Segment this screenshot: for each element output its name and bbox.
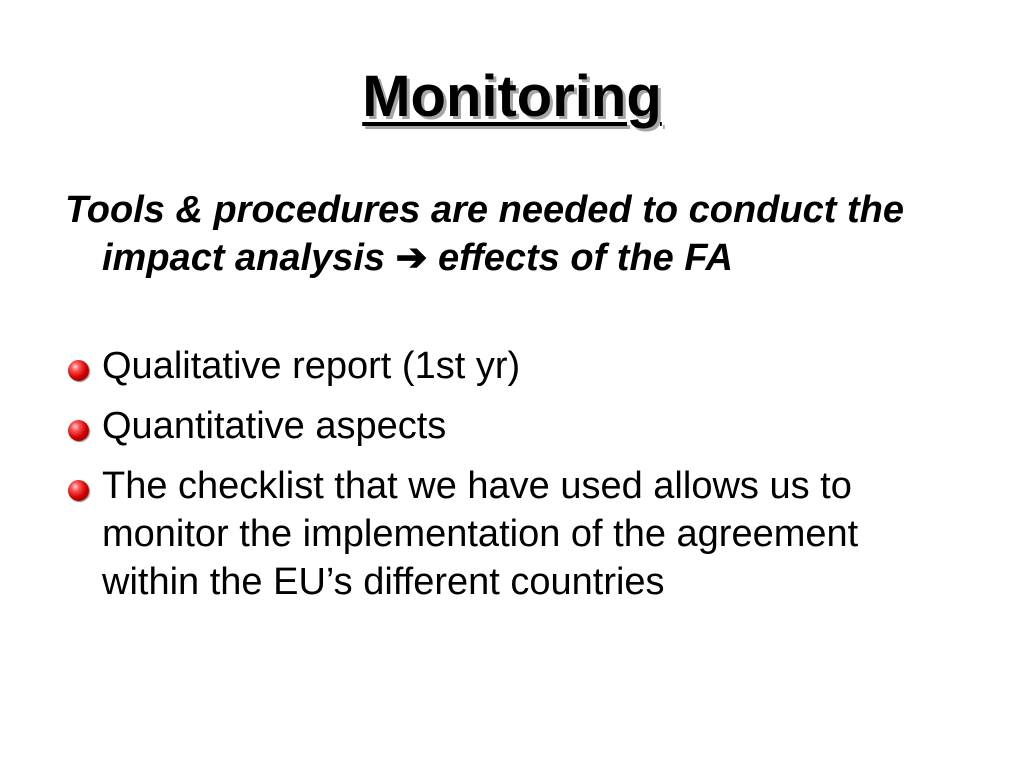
- list-item: [65, 462, 965, 606]
- lead-paragraph: [65, 186, 1002, 282]
- bullet-label: The checklist that we have used allows us to monitor the implementation of the agreement within the EU’s different countries: [102, 465, 859, 603]
- red-sphere-bullet-icon: [68, 480, 89, 501]
- red-sphere-bullet-icon: [68, 420, 89, 441]
- list-item: [65, 342, 965, 390]
- list-item: [65, 402, 965, 450]
- slide-title: Monitoring: [362, 64, 662, 129]
- bullet-label: Qualitative report (1st yr): [102, 345, 521, 387]
- bullet-label: Quantitative aspects: [102, 405, 447, 447]
- bullet-list: [65, 342, 965, 618]
- right-arrow-icon: ➔: [395, 237, 428, 279]
- lead-text-before: Tools & procedures are needed to conduct the impact analysis: [65, 189, 904, 279]
- lead-text-after: effects of the FA: [427, 237, 733, 279]
- red-sphere-bullet-icon: [68, 360, 89, 381]
